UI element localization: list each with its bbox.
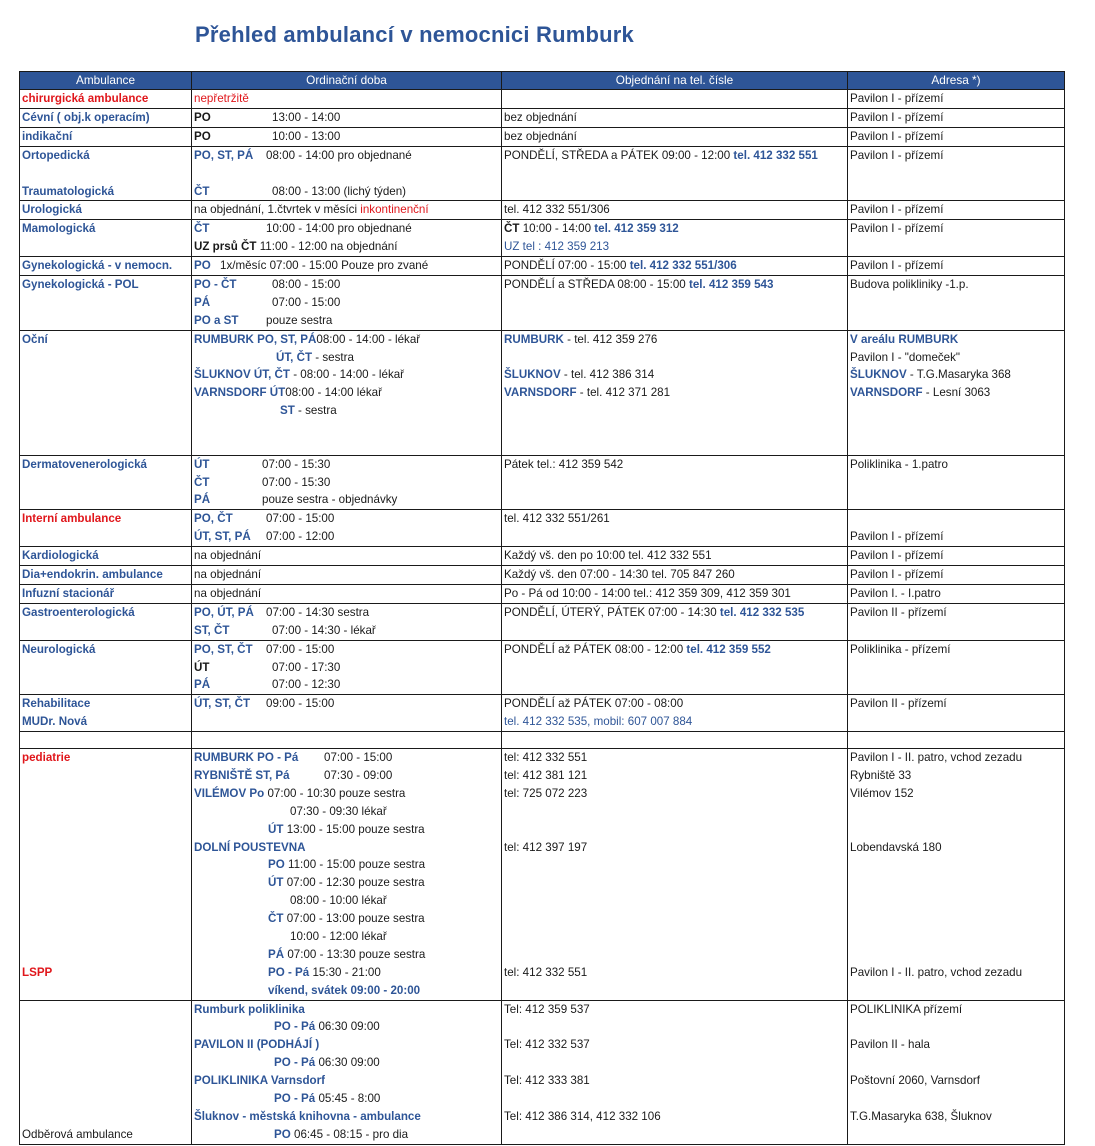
hours: na objednání: [192, 566, 502, 585]
phone-text: tel: 412 381 121: [504, 768, 588, 782]
table-row: [20, 90, 1065, 109]
phone-uz: UZ tel : 412 359 213: [504, 240, 610, 254]
ambulance-name: Gynekologická - POL: [20, 275, 192, 330]
day: PÁ: [194, 678, 211, 692]
address-line: V areálu RUMBURK: [850, 332, 959, 346]
hours: [192, 127, 502, 146]
phone-text: Tel: 412 386 314, 412 332 106: [504, 1109, 661, 1123]
location-days: VARNSDORF ÚT: [194, 386, 286, 400]
time: pouze sestra - objednávky: [262, 493, 398, 507]
day: ST, ČT: [194, 623, 230, 637]
time: 07:00 - 10:30 pouze sestra: [267, 786, 406, 800]
phone: [502, 330, 848, 455]
day: PO: [274, 1127, 291, 1141]
time: 07:00 - 15:00: [324, 751, 393, 765]
name-odberova: Odběrová ambulance: [22, 1127, 133, 1141]
time: 13:00 - 15:00 pouze sestra: [286, 822, 425, 836]
address: [848, 1000, 1065, 1144]
location: VARNSDORF: [504, 386, 577, 400]
phone-number: tel. 412 332 551/306: [629, 259, 737, 273]
day: PO - Pá: [274, 1020, 316, 1034]
day: PO, ST, PÁ: [194, 148, 254, 162]
phone: Každý vš. den po 10:00 tel. 412 332 551: [502, 547, 848, 566]
day: PO, ČT: [194, 512, 233, 526]
hours: [192, 455, 502, 510]
phone: Po - Pá od 10:00 - 14:00 tel.: 412 359 309, 412 359 301: [502, 584, 848, 603]
phone: [502, 640, 848, 695]
location: ŠLUKNOV: [504, 368, 561, 382]
phone-text: Tel: 412 332 537: [504, 1038, 590, 1052]
table-row: [20, 603, 1065, 640]
hours: [192, 146, 502, 201]
time: 07:00 - 12:30: [272, 678, 341, 692]
phone-text: PONDĚLÍ, STŘEDA a PÁTEK 09:00 - 12:00: [504, 148, 731, 162]
table-row: [20, 510, 1065, 547]
table-row: [20, 749, 1065, 1000]
hours: [192, 640, 502, 695]
phone-number: tel. 412 332 551: [733, 148, 818, 162]
location: VARNSDORF: [850, 386, 923, 400]
time: 07:30 - 09:00: [324, 768, 393, 782]
day: PO: [194, 110, 211, 124]
hours: [192, 510, 502, 547]
location: RUMBURK: [504, 332, 564, 346]
location-days: RYBNIŠTĚ ST, Pá: [194, 768, 290, 782]
time: 11:00 - 12:00 na objednání: [259, 240, 398, 254]
table-row: [20, 547, 1065, 566]
time: 07:00 - 15:00: [266, 642, 335, 656]
phone: tel. 412 332 551/306: [502, 201, 848, 220]
phone-number: tel. 412 359 552: [686, 642, 771, 656]
ambulance-name: Neurologická: [20, 640, 192, 695]
phone: [502, 695, 848, 732]
phone: tel. 412 332 551/261: [502, 510, 848, 547]
table-row: [20, 566, 1065, 585]
address-line: - T.G.Masaryka 368: [906, 368, 1011, 382]
day: PO - Pá: [268, 965, 310, 979]
day: PÁ: [268, 947, 285, 961]
phone: Každý vš. den 07:00 - 14:30 tel. 705 847 260: [502, 566, 848, 585]
time: pouze sestra: [266, 313, 333, 327]
location-days: ŠLUKNOV ÚT, ČT: [194, 368, 290, 382]
phone-text: - tel. 412 386 314: [560, 368, 655, 382]
day: PO: [194, 259, 211, 273]
phone-text: tel: 725 072 223: [504, 786, 588, 800]
time: 06:30 09:00: [318, 1020, 380, 1034]
day: ST: [280, 404, 295, 418]
ambulance-name: Interní ambulance: [20, 510, 192, 547]
day: ČT: [194, 184, 210, 198]
ambulance-name: [20, 749, 192, 1000]
phone: [502, 220, 848, 257]
address: Pavilon I. - I.patro: [848, 584, 1065, 603]
day: ČT: [504, 222, 520, 236]
day: PÁ: [194, 493, 211, 507]
day: PO - ČT: [194, 277, 237, 291]
address: Pavilon I - přízemí: [848, 201, 1065, 220]
address-line: Pavilon I - II. patro, vchod zezadu: [850, 751, 1023, 765]
phone-number: tel. 412 359 543: [688, 277, 774, 291]
hours: [192, 108, 502, 127]
hours: [192, 275, 502, 330]
time: - sestra: [294, 404, 337, 418]
phone-text: Tel: 412 359 537: [504, 1002, 590, 1016]
table-header-row: [20, 72, 1065, 90]
name-line: MUDr. Nová: [22, 715, 88, 729]
time: 10:00 - 13:00: [272, 129, 341, 143]
time: 07:00 - 14:30 - lékař: [272, 623, 376, 637]
day: ÚT: [194, 457, 210, 471]
table-row: [20, 127, 1065, 146]
ambulance-name: Dia+endokrin. ambulance: [20, 566, 192, 585]
table-row: [20, 330, 1065, 455]
address-line: Rybniště 33: [850, 768, 912, 782]
time: 07:00 - 12:30 pouze sestra: [286, 876, 425, 890]
address: Budova polikliniky -1.p.: [848, 275, 1065, 330]
ambulance-name: Gastroenterologická: [20, 603, 192, 640]
phone: [502, 603, 848, 640]
header-ambulance: Ambulance: [20, 72, 192, 90]
location-days: VILÉMOV Po: [194, 786, 265, 800]
hours: [192, 749, 502, 1000]
phone-text: tel: 412 332 551: [504, 751, 588, 765]
hours: nepřetržitě: [192, 90, 502, 109]
day: PO, ÚT, PÁ: [194, 605, 254, 619]
hours: na objednání: [192, 584, 502, 603]
phone-text: PONDĚLÍ 07:00 - 15:00: [504, 259, 627, 273]
day: ÚT, ČT: [276, 350, 313, 364]
time: 07:00 - 12:00: [266, 530, 335, 544]
table-row: [20, 220, 1065, 257]
phone-text: - tel. 412 359 276: [563, 332, 658, 346]
table-row: [20, 275, 1065, 330]
ambulance-name: [20, 1000, 192, 1144]
ambulance-name: [20, 695, 192, 732]
time: 08:00 - 14:00 lékař: [285, 386, 382, 400]
address-line: POLIKLINIKA přízemí: [850, 1002, 963, 1016]
hours: [192, 603, 502, 640]
address: Pavilon I - přízemí: [848, 127, 1065, 146]
phone-text: PONDĚLÍ až PÁTEK 08:00 - 12:00: [504, 642, 684, 656]
time: 07:00 - 15:00: [266, 512, 335, 526]
hours-note: inkontinenční: [360, 203, 429, 217]
address: [848, 330, 1065, 455]
phone-text: 10:00 - 14:00: [519, 222, 592, 236]
time: 07:00 - 15:30: [262, 457, 331, 471]
location: POLIKLINIKA Varnsdorf: [194, 1074, 325, 1088]
hours: [192, 330, 502, 455]
table-row: [20, 640, 1065, 695]
day: ČT: [194, 222, 210, 236]
address: Poliklinika - přízemí: [848, 640, 1065, 695]
phone: [502, 90, 848, 109]
address-line: Vilémov 152: [850, 786, 914, 800]
table-row: [20, 108, 1065, 127]
address: Pavilon I - přízemí: [848, 257, 1065, 276]
day: PO, ST, ČT: [194, 642, 253, 656]
time: 07:30 - 09:30 lékař: [290, 804, 387, 818]
time: 1x/měsíc 07:00 - 15:00 Pouze pro zvané: [220, 259, 429, 273]
address-line: - Lesní 3063: [922, 386, 991, 400]
phone-text: - tel. 412 371 281: [576, 386, 671, 400]
address-line: Lobendavská 180: [850, 840, 942, 854]
ambulance-name: Mamologická: [20, 220, 192, 257]
time: 13:00 - 14:00: [272, 110, 341, 124]
hours: [192, 201, 502, 220]
time: 06:30 09:00: [318, 1056, 380, 1070]
header-phone: Objednání na tel. čísle: [502, 72, 848, 90]
ambulance-name: Dermatovenerologická: [20, 455, 192, 510]
table-row: [20, 146, 1065, 201]
table-row: [20, 1000, 1065, 1144]
address: Pavilon I - přízemí: [848, 547, 1065, 566]
address: [848, 749, 1065, 1000]
time: 06:45 - 08:15 - pro dia: [294, 1127, 409, 1141]
time: 10:00 - 12:00 lékař: [290, 929, 387, 943]
address-line: Pavilon I - II. patro, vchod zezadu: [850, 965, 1023, 979]
time: 07:00 - 15:30: [262, 475, 331, 489]
weekend-hours: víkend, svátek 09:00 - 20:00: [268, 983, 421, 997]
ambulance-name: Cévní ( obj.k operacím): [20, 108, 192, 127]
phone-text: tel: 412 332 551: [504, 965, 588, 979]
phone: Pátek tel.: 412 359 542: [502, 455, 848, 510]
time: 08:00 - 14:00 - lékař: [316, 332, 421, 346]
name-line: Rehabilitace: [22, 697, 91, 711]
name-pediatrie: pediatrie: [22, 751, 71, 765]
time: 09:00 - 15:00: [266, 697, 335, 711]
day: PÁ: [194, 295, 211, 309]
address-line: T.G.Masaryka 638, Šluknov: [850, 1109, 992, 1123]
hours: [192, 257, 502, 276]
ambulance-name: Oční: [20, 330, 192, 455]
phone: [502, 1000, 848, 1144]
address-line: Pavilon II - hala: [850, 1038, 930, 1052]
time: 10:00 - 14:00 pro objednané: [266, 222, 412, 236]
phone-number: tel. 412 332 535: [719, 605, 805, 619]
location: ŠLUKNOV: [850, 368, 907, 382]
table-row: [20, 257, 1065, 276]
phone: bez objednání: [502, 108, 848, 127]
address: Pavilon II - přízemí: [848, 603, 1065, 640]
location: Rumburk poliklinika: [194, 1002, 305, 1016]
phone-text: PONDĚLÍ až PÁTEK 07:00 - 08:00: [504, 697, 684, 711]
address-line: Pavilon I - "domeček": [850, 350, 961, 364]
time: 15:30 - 21:00: [312, 965, 381, 979]
address-line: Poštovní 2060, Varnsdorf: [850, 1074, 980, 1088]
phone-text: Tel: 412 333 381: [504, 1074, 590, 1088]
address: Pavilon I - přízemí: [848, 566, 1065, 585]
time: 07:00 - 15:00: [272, 295, 341, 309]
time: - 08:00 - 14:00 - lékař: [289, 368, 405, 382]
phone-text: PONDĚLÍ a STŘEDA 08:00 - 15:00: [504, 277, 686, 291]
name-traumatologicka: Traumatologická: [22, 184, 115, 198]
time: - sestra: [312, 350, 354, 364]
hours: na objednání: [192, 547, 502, 566]
time: 08:00 - 13:00 (lichý týden): [272, 184, 407, 198]
header-hours: Ordinační doba: [192, 72, 502, 90]
location: Šluknov - městská knihovna - ambulance: [194, 1109, 421, 1123]
day: ÚT, ST, PÁ: [194, 530, 251, 544]
phone-number: tel. 412 332 535, mobil: 607 007 884: [504, 715, 693, 729]
phone: [502, 257, 848, 276]
table-row: [20, 584, 1065, 603]
location: DOLNÍ POUSTEVNA: [194, 840, 306, 854]
phone: [502, 749, 848, 1000]
table-row-empty: [20, 732, 1065, 749]
phone-number: tel. 412 359 312: [594, 222, 679, 236]
ambulance-name: Urologická: [20, 201, 192, 220]
phone: [502, 146, 848, 201]
ambulance-name: Kardiologická: [20, 547, 192, 566]
address: Pavilon I - přízemí: [848, 108, 1065, 127]
hours-text: na objednání, 1.čtvrtek v měsíci: [194, 203, 358, 217]
table-row: [20, 455, 1065, 510]
day: ÚT: [268, 822, 284, 836]
ambulance-name: Infuzní stacionář: [20, 584, 192, 603]
phone: [502, 275, 848, 330]
address: Poliklinika - 1.patro: [848, 455, 1065, 510]
location-days: RUMBURK PO - Pá: [194, 751, 299, 765]
day: PO a ST: [194, 313, 239, 327]
address: Pavilon II - přízemí: [848, 695, 1065, 732]
day: PO - Pá: [274, 1056, 316, 1070]
page-title: Přehled ambulancí v nemocnici Rumburk: [195, 22, 634, 47]
ambulance-name: Gynekologická - v nemocn.: [20, 257, 192, 276]
phone-text: tel: 412 397 197: [504, 840, 588, 854]
time: 07:00 - 14:30 sestra: [266, 605, 370, 619]
day: UZ prsů ČT: [194, 240, 257, 254]
address: [848, 510, 1065, 547]
header-address: Adresa *): [848, 72, 1065, 90]
location: PAVILON II (PODHÁJÍ ): [194, 1038, 320, 1052]
name-ortopedicka: Ortopedická: [22, 148, 90, 162]
time: 07:00 - 17:30: [272, 660, 341, 674]
hours: [192, 220, 502, 257]
hours: [192, 695, 502, 732]
ambulance-name: indikační: [20, 127, 192, 146]
address: Pavilon I - přízemí: [848, 90, 1065, 109]
phone: bez objednání: [502, 127, 848, 146]
day: ÚT: [194, 660, 210, 674]
day: ÚT, ST, ČT: [194, 697, 251, 711]
day: PO: [194, 129, 211, 143]
time: 11:00 - 15:00 pouze sestra: [288, 858, 426, 872]
ambulance-table: [19, 71, 1065, 1145]
location-days: RUMBURK PO, ST, PÁ: [194, 332, 317, 346]
day: ČT: [268, 912, 284, 926]
day: ÚT: [268, 876, 284, 890]
time: 07:00 - 13:30 pouze sestra: [287, 947, 426, 961]
name-lspp: LSPP: [22, 965, 53, 979]
day: ČT: [194, 475, 210, 489]
day: PO - Pá: [274, 1091, 316, 1105]
address: Pavilon I - přízemí: [848, 146, 1065, 201]
time: 08:00 - 15:00: [272, 277, 341, 291]
time: 08:00 - 14:00 pro objednané: [266, 148, 412, 162]
ambulance-name: [20, 146, 192, 201]
time: 07:00 - 13:00 pouze sestra: [286, 912, 425, 926]
table-row: [20, 201, 1065, 220]
day: PO: [268, 858, 285, 872]
hours: [192, 1000, 502, 1144]
ambulance-name: chirurgická ambulance: [20, 90, 192, 109]
time: 05:45 - 8:00: [318, 1091, 381, 1105]
table-row: [20, 695, 1065, 732]
address: Pavilon I - přízemí: [848, 220, 1065, 257]
time: 08:00 - 10:00 lékař: [290, 894, 387, 908]
phone-text: PONDĚLÍ, ÚTERÝ, PÁTEK 07:00 - 14:30: [504, 605, 717, 619]
address-line: Pavilon I - přízemí: [850, 530, 944, 544]
